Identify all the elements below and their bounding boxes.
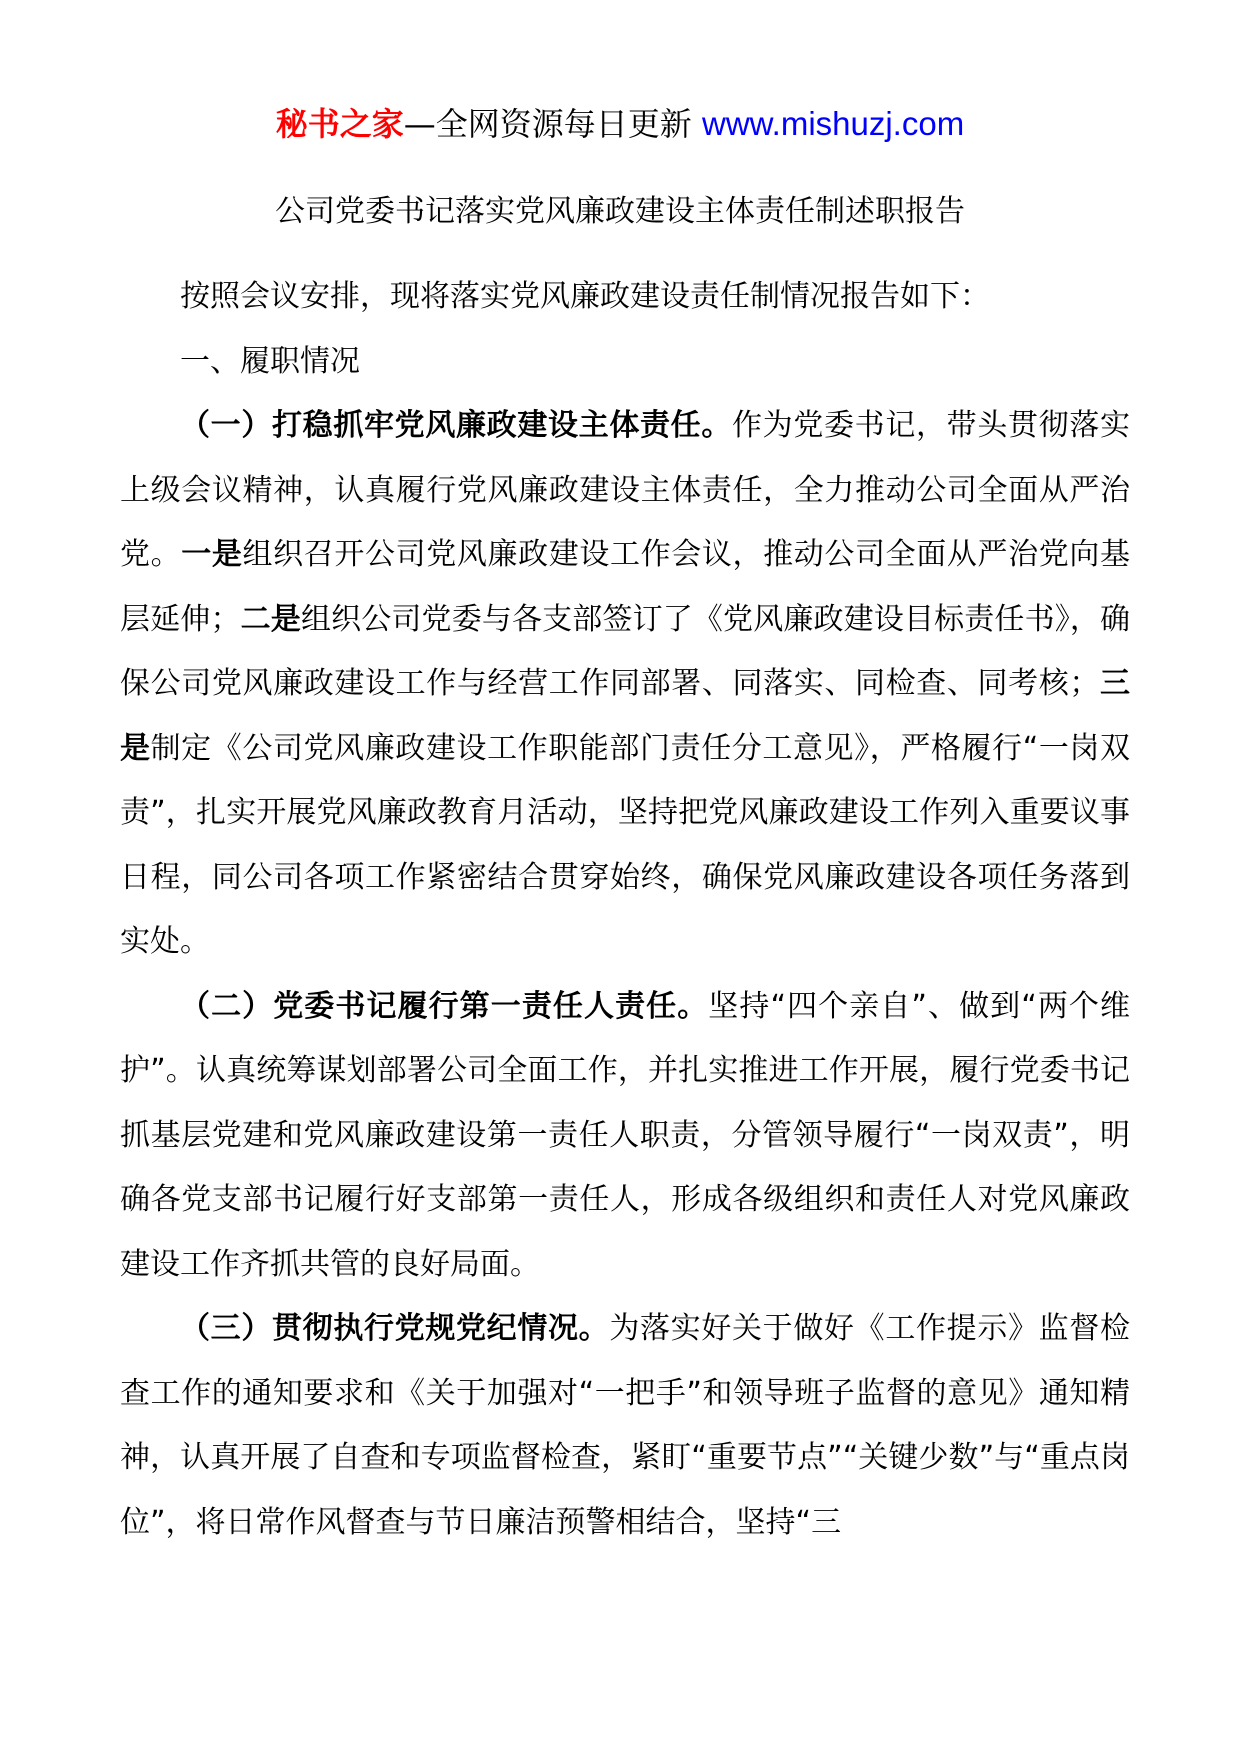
site-url-link[interactable]: www.mishuzj.com: [701, 105, 965, 142]
paragraph-1-mark-2: 二是: [240, 601, 301, 637]
section-heading: 一、履职情况: [180, 343, 360, 379]
paragraph-3: [120, 1297, 1130, 1555]
paragraph-2-text: 坚持“四个亲自”、做到“两个维护”。认真统筹谋划部署公司全面工作，并扎实推进工作开展，履行党委书记抓基层党建和党风廉政建设第一责任人职责，分管领导履行“一岗双责”，明确各党支部书记履行好支部第一责任人，形成各级组织和责任人对党风廉政建设工作齐抓共管的良好局面。: [120, 988, 1130, 1282]
paragraph-2: [120, 975, 1130, 1298]
paragraph-3-heading: （三）贯彻执行党规党纪情况。: [180, 1311, 610, 1346]
banner-tagline: —全网资源每日更新: [403, 105, 702, 143]
document-title: 公司党委书记落实党风廉政建设主体责任制述职报告: [275, 194, 965, 229]
intro-paragraph: 按照会议安排，现将落实党风廉政建设责任制情况报告如下：: [180, 279, 990, 314]
paragraph-1: [120, 394, 1130, 975]
site-banner: [0, 102, 1240, 146]
paragraph-1-heading: （一）打稳抓牢党风廉政建设主体责任。: [180, 408, 732, 443]
document-body: [120, 265, 1130, 1555]
paragraph-1-mark-1: 一是: [181, 537, 243, 572]
paragraph-1-text-a: 作为党委书记，带头贯彻落实上级会议精神，认真履行党风廉政建设主体责任，全力推动公司全面从严治党。: [120, 408, 1130, 572]
paragraph-1-text-d: 制定《公司党风廉政建设工作职能部门责任分工意见》，严格履行“一岗双责”，扎实开展党风廉政教育月活动，坚持把党风廉政建设工作列入重要议事日程，同公司各项工作紧密结合贯穿始终，确保党风廉政建设各项任务落到实处。: [120, 730, 1130, 959]
paragraph-1-text-b: 组织召开公司党风廉政建设工作会议，推动公司全面从严治党向基层延伸；: [120, 537, 1130, 637]
paragraph-1-mark-3: 三是: [120, 666, 1130, 766]
paragraph-3-text: 为落实好关于做好《工作提示》监督检查工作的通知要求和《关于加强对“一把手”和领导班子监督的意见》通知精神，认真开展了自查和专项监督检查，紧盯“重要节点”“关键少数”与“重点岗位”，将日常作风督查与节日廉洁预警相结合，坚持“三: [120, 1311, 1131, 1540]
paragraph-2-heading: （二）党委书记履行第一责任人责任。: [180, 988, 709, 1024]
paragraph-1-text-c: 组织公司党委与各支部签订了《党风廉政建设目标责任书》，确保公司党风廉政建设工作与经营工作同部署、同落实、同检查、同考核；: [120, 601, 1131, 701]
brand-name: 秘书之家: [275, 105, 404, 143]
